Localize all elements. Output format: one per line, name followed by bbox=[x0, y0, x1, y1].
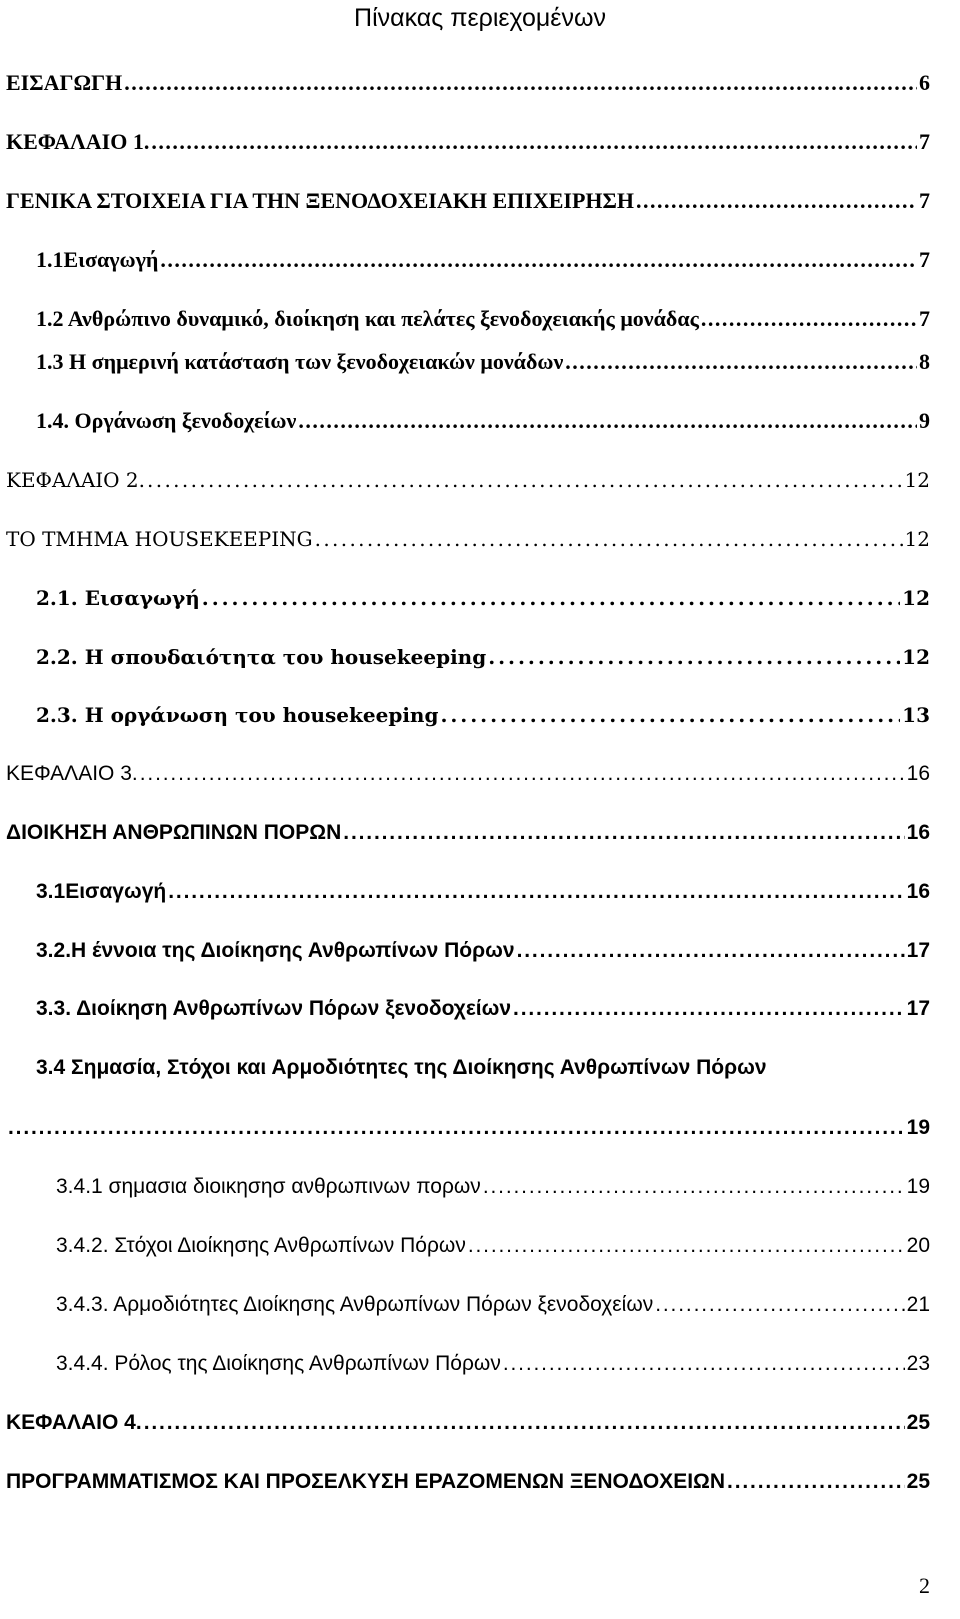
toc-entry[interactable] bbox=[56, 1175, 930, 1199]
toc-entry-page: 12 bbox=[902, 645, 930, 669]
toc-entry-label: ΚΕΦΑΛΑΙΟ 4. bbox=[6, 1411, 142, 1434]
toc-entry-label: ΠΡΟΓΡΑΜΜΑΤΙΣΜΟΣ ΚΑΙ ΠΡΟΣΕΛΚΥΣΗ ΕΡΑΖΟΜΕΝΩΝ ΞΕΝΟΔΟΧΕΙΩΝ bbox=[6, 1470, 726, 1493]
toc-entry[interactable] bbox=[6, 1411, 930, 1435]
toc-entry[interactable] bbox=[56, 1293, 930, 1317]
toc-entry-label: 3.4.1 σημασια διοικησησ ανθρωπινων πορων bbox=[56, 1175, 481, 1198]
toc-leader-dots bbox=[144, 1411, 905, 1435]
toc-entry[interactable] bbox=[36, 880, 930, 904]
toc-entry[interactable] bbox=[6, 129, 930, 155]
toc-entry[interactable] bbox=[6, 188, 930, 214]
toc-leader-dots bbox=[488, 645, 900, 669]
toc-entry-page: 7 bbox=[919, 129, 930, 154]
toc-leader-dots bbox=[315, 527, 903, 551]
toc-entry-page: 12 bbox=[904, 468, 930, 492]
toc-entry[interactable] bbox=[36, 306, 930, 332]
toc-entry-label: 3.3. Διοίκηση Ανθρωπίνων Πόρων ξενοδοχείων bbox=[36, 997, 512, 1020]
toc-entry-label: 3.1Εισαγωγή bbox=[36, 880, 167, 903]
toc-leader-dots bbox=[151, 129, 917, 155]
toc-entry[interactable] bbox=[6, 70, 930, 96]
toc-entry-label: 2.1. Εισαγωγή bbox=[36, 586, 200, 610]
toc-leader-dots bbox=[140, 762, 905, 786]
toc-entry-label: ΕΙΣΑΓΩΓΗ bbox=[6, 70, 123, 95]
toc-entry-page: 9 bbox=[919, 408, 930, 433]
toc-leader-dots bbox=[168, 880, 904, 904]
toc-entry[interactable] bbox=[6, 468, 930, 492]
toc-leader-dots bbox=[701, 306, 917, 332]
toc-leader-dots bbox=[483, 1175, 905, 1199]
toc-entry[interactable] bbox=[6, 1470, 930, 1494]
toc-entry-label: ΤΟ ΤΜΗΜΑ HOUSEKEEPING bbox=[6, 527, 313, 551]
toc-entry[interactable] bbox=[36, 703, 930, 727]
toc-entry-label: 1.2 Ανθρώπινο δυναμικό, διοίκηση και πελάτες ξενοδοχειακής μονάδας bbox=[36, 306, 699, 331]
toc-entry-page: 17 bbox=[906, 939, 930, 962]
toc-entry[interactable] bbox=[6, 527, 930, 551]
toc-entry-label: 3.4.3. Αρμοδιότητες Διοίκησης Ανθρωπίνων Πόρων ξενοδοχείων bbox=[56, 1293, 654, 1316]
toc-entry-page: 21 bbox=[906, 1293, 930, 1316]
toc-leader-dots bbox=[202, 586, 900, 610]
toc-leader-dots bbox=[468, 1234, 905, 1258]
toc-entry[interactable] bbox=[36, 247, 930, 273]
toc-entry-page: 25 bbox=[906, 1411, 930, 1434]
toc-entry-label: 2.3. Η οργάνωση του housekeeping bbox=[36, 703, 439, 727]
toc-entry-page: 25 bbox=[906, 1470, 930, 1493]
toc-entry[interactable] bbox=[36, 586, 930, 610]
toc-entry-page: 16 bbox=[906, 880, 930, 903]
toc-entry[interactable] bbox=[36, 349, 930, 375]
toc-entry-page: 20 bbox=[906, 1234, 930, 1257]
toc-leader-dots bbox=[160, 247, 917, 273]
toc-entry-page: 16 bbox=[906, 762, 930, 785]
toc-leader-dots bbox=[636, 188, 917, 214]
toc-entry-page: 23 bbox=[906, 1352, 930, 1375]
page-number: 2 bbox=[919, 1573, 930, 1598]
toc-entry-label: 3.4.4. Ρόλος της Διοίκησης Ανθρωπίνων Πόρων bbox=[56, 1352, 501, 1375]
toc-entry[interactable] bbox=[36, 997, 930, 1021]
toc-entry-page: 6 bbox=[919, 70, 930, 95]
toc-entry-page: 12 bbox=[902, 586, 930, 610]
toc-leader-dots bbox=[517, 939, 905, 963]
toc-entry[interactable] bbox=[6, 762, 930, 786]
toc-entry[interactable] bbox=[36, 645, 930, 669]
toc-leader-dots bbox=[503, 1352, 905, 1376]
toc-leader-dots bbox=[147, 468, 903, 492]
toc-entry[interactable] bbox=[56, 1352, 930, 1376]
toc-entry-page: 16 bbox=[906, 821, 930, 844]
toc-leader-dots bbox=[727, 1470, 905, 1494]
toc-entry-label: 1.3 Η σημερινή κατάσταση των ξενοδοχειακών μονάδων bbox=[36, 349, 564, 374]
toc-leader-dots bbox=[124, 70, 917, 96]
toc-leader-dots bbox=[513, 997, 905, 1021]
toc-entry-continuation[interactable] bbox=[6, 1116, 930, 1140]
toc-entry-label: ΓΕΝΙΚΑ ΣΤΟΙΧΕΙΑ ΓΙΑ ΤΗΝ ΞΕΝΟΔΟΧΕΙΑΚΗ ΕΠΙΧΕΙΡΗΣΗ bbox=[6, 188, 634, 213]
toc-entry[interactable] bbox=[56, 1234, 930, 1258]
toc-entry-page: 13 bbox=[902, 703, 930, 727]
toc-entry[interactable] bbox=[36, 939, 930, 963]
toc-entry-label: ΚΕΦΑΛΑΙΟ 3. bbox=[6, 762, 138, 785]
toc-entry[interactable] bbox=[36, 408, 930, 434]
toc-entry-label: 2.2. Η σπουδαιότητα του housekeeping bbox=[36, 645, 487, 669]
toc-entry-label: 3.4.2. Στόχοι Διοίκησης Ανθρωπίνων Πόρων bbox=[56, 1234, 466, 1257]
toc-entry-label: 3.4 Σημασία, Στόχοι και Αρμοδιότητες της Διοίκησης Ανθρωπίνων Πόρων bbox=[36, 1056, 767, 1079]
toc-entry-label: ΚΕΦΑΛΑΙΟ 2. bbox=[6, 468, 146, 492]
toc-entry-page: 19 bbox=[906, 1175, 930, 1198]
toc-entry-label: ΔΙΟΙΚΗΣΗ ΑΝΘΡΩΠΙΝΩΝ ΠΟΡΩΝ bbox=[6, 821, 342, 844]
toc-entry-page: 7 bbox=[919, 306, 930, 331]
toc-entry-page: 8 bbox=[919, 349, 930, 374]
toc-entry-label: ΚΕΦΑΛΑΙΟ 1. bbox=[6, 129, 150, 154]
toc-leader-dots bbox=[440, 703, 900, 727]
toc-leader-dots bbox=[298, 408, 917, 434]
toc-leader-dots bbox=[343, 821, 904, 845]
toc-entry[interactable] bbox=[6, 821, 930, 845]
toc-entry-page: 19 bbox=[906, 1116, 930, 1139]
toc-entry-label: 3.2.Η έννοια της Διοίκησης Ανθρωπίνων Πόρων bbox=[36, 939, 515, 962]
toc-leader-dots bbox=[565, 349, 917, 375]
toc-entry-page: 17 bbox=[906, 997, 930, 1020]
toc-entry-label: 1.4. Οργάνωση ξενοδοχείων bbox=[36, 408, 297, 433]
toc-leader-dots bbox=[8, 1116, 905, 1140]
toc-entry-page: 7 bbox=[919, 188, 930, 213]
toc-title: Πίνακας περιεχομένων bbox=[354, 4, 606, 32]
toc-entry-label: 1.1Εισαγωγή bbox=[36, 247, 159, 272]
toc-entry-page: 12 bbox=[904, 527, 930, 551]
toc-entry-heading[interactable] bbox=[36, 1056, 930, 1080]
toc-leader-dots bbox=[655, 1293, 904, 1317]
toc-entry-page: 7 bbox=[919, 247, 930, 272]
